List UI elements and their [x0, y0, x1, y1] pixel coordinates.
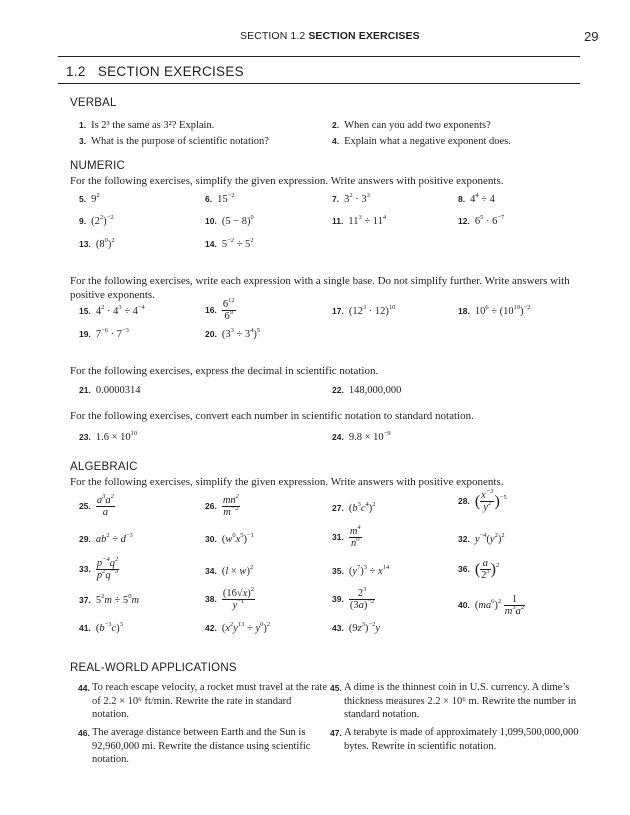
exercise-19: 19. $7^{-6} \cdot 7^{-3}$	[79, 327, 129, 340]
exercise-27: 27. $(b^3c^4)^2$	[332, 501, 376, 514]
exercise-31: 31. $\frac{m^4}{n^0}$	[332, 524, 361, 549]
exercise-18: 18. $10^6 \div (10^{10})^{-2}$	[458, 304, 531, 317]
section-rule	[58, 83, 580, 84]
exercise-45: 45. A dime is the thinnest coin in U.S. currency. A dime’s thickness measures 2.2 × 10⁶ m. Rewrite the number in standard notation.	[330, 682, 577, 720]
exercise-26: 26. $\frac{mn^2}{m^{-2}}$	[205, 493, 239, 518]
running-section-title: SECTION EXERCISES	[308, 30, 420, 42]
exercise-16: 16. $\frac{6^{12}}{6^9}$	[205, 297, 235, 322]
algebraic-heading: ALGEBRAIC	[70, 461, 138, 473]
page-number: 29	[584, 29, 599, 44]
running-section-label: SECTION 1.2	[240, 30, 306, 42]
instruction-algebraic: For the following exercises, simplify the given expression. Write answers with positive exponents.	[70, 476, 504, 488]
exercise-43: 43. $(9z^3)^{-2}y$	[332, 621, 381, 634]
instruction-numeric-4: For the following exercises, convert each number in scientific notation to standard notation.	[70, 410, 474, 422]
exercise-29: 29. $ab^2 \div d^{-3}$	[79, 532, 133, 545]
exercise-9: 9. $(2^2)^{-2}$	[79, 214, 114, 227]
exercise-2: 2. When can you add two exponents?	[332, 120, 491, 131]
exercise-44: 44. To reach escape velocity, a rocket must travel at the rate of 2.2 × 10⁶ ft/min. Rewrite the rate in standard notation.	[78, 682, 328, 720]
exercise-23: 23. $1.6 \times 10^{10}$	[79, 430, 138, 443]
exercise-1: 1. Is 2³ the same as 3²? Explain.	[79, 120, 215, 131]
exercise-14: 14. $5^{-2} \div 5^2$	[205, 237, 254, 250]
exercise-20: 20. $(3^3 \div 3^4)^5$	[205, 327, 261, 340]
exercise-28: 28. ( $\frac{x^{-3}}{y^2}$ )$^{-5}$	[458, 488, 507, 513]
exercise-10: 10. $(5 - 8)^0$	[205, 214, 254, 227]
top-rule	[58, 56, 580, 57]
exercise-40: 40. $(ma^6)^2$ $\frac{1}{m^3a^2}$	[458, 594, 525, 617]
exercise-3: 3. What is the purpose of scientific notation?	[79, 136, 269, 147]
exercise-30: 30. $(w^0x^5)^{-1}$	[205, 532, 254, 545]
verbal-heading: VERBAL	[70, 97, 117, 109]
exercise-24: 24. $9.8 \times 10^{-9}$	[332, 430, 391, 443]
numeric-heading: NUMERIC	[70, 160, 126, 172]
exercise-35: 35. $(y^7)^3 \div x^{14}$	[332, 564, 390, 577]
real-world-heading: REAL-WORLD APPLICATIONS	[70, 662, 237, 674]
section-title: SECTION EXERCISES	[97, 64, 244, 79]
exercise-39: 39. $\frac{2^3}{(3a)^{-2}}$	[332, 586, 375, 611]
exercise-13: 13. $(8^0)^2$	[79, 237, 115, 250]
instruction-numeric-1: For the following exercises, simplify the given expression. Write answers with positive exponents.	[70, 175, 504, 187]
exercise-37: 37. $5^2m \div 5^0m$	[79, 593, 140, 606]
exercise-32: 32. $y^{-4}(y^2)^2$	[458, 532, 505, 545]
exercise-7: 7. $3^2 \cdot 3^3$	[332, 192, 370, 205]
exercise-21: 21. 0.0000314	[79, 385, 141, 396]
running-header	[240, 30, 420, 42]
exercise-22: 22. 148,000,000	[332, 385, 402, 396]
exercise-38: 38. $\frac{(16√x)^2}{y^{-1}}$	[205, 586, 255, 611]
exercise-36: 36. ( $\frac{a}{2^3}$ )$^2$	[458, 558, 500, 581]
exercise-42: 42. $(x^2y^{13} \div y^0)^2$	[205, 621, 271, 634]
instruction-numeric-3: For the following exercises, express the decimal in scientific notation.	[70, 365, 379, 377]
exercise-47: 47. A terabyte is made of approximately 1,099,500,000,000 bytes. Rewrite in scientific notation.	[330, 727, 579, 752]
exercise-17: 17. $(12^3 \cdot 12)^{10}$	[332, 304, 396, 317]
exercise-12: 12. $6^5 \cdot 6^{-7}$	[458, 214, 505, 227]
exercise-41: 41. $(b^{-3}c)^3$	[79, 621, 123, 634]
exercise-46: 46. The average distance between Earth and the Sun is 92,960,000 mi. Rewrite the distance using scientific notation.	[78, 727, 311, 765]
exercise-8: 8. $4^4 \div 4$	[458, 192, 495, 205]
instruction-numeric-2: For the following exercises, write each expression with a single base. Do not simplify further. Write answers with positive exponents.	[70, 275, 570, 301]
exercise-11: 11. $11^3 \div 11^4$	[332, 214, 387, 227]
exercise-15: 15. $4^2 \cdot 4^3 \div 4^{-4}$	[79, 304, 145, 317]
exercise-5: 5. $9^2$	[79, 192, 100, 205]
section-heading	[66, 64, 244, 79]
section-number: 1.2	[66, 64, 86, 79]
exercise-6: 6. $15^{-2}$	[205, 192, 235, 205]
exercise-33: 33. $\frac{p^{-4}q^2}{p^2q^{-3}}$	[79, 556, 119, 581]
exercise-34: 34. $(l \times w)^2$	[205, 564, 254, 577]
exercise-25: 25. $\frac{a^3a^2}{a}$	[79, 493, 114, 518]
exercise-4: 4. Explain what a negative exponent does.	[332, 136, 511, 147]
